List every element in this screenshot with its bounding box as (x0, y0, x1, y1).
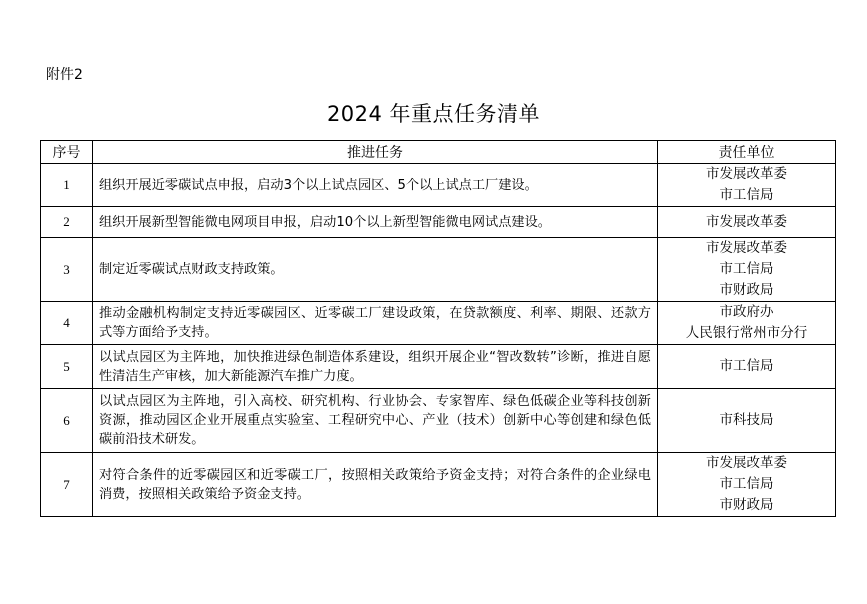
table-row (41, 164, 836, 207)
row-units (658, 453, 836, 517)
header-task: 推进任务 (93, 141, 658, 164)
table-row (41, 389, 836, 453)
table-row (41, 345, 836, 389)
unit-name: 市财政局 (719, 497, 774, 513)
page-title: 2024 年重点任务清单 (326, 102, 541, 126)
row-seq: 4 (41, 302, 93, 345)
row-task: 制定近零碳试点财政支持政策。 (93, 238, 658, 302)
row-units (658, 164, 836, 207)
unit-name: 市发展改革委 (706, 213, 787, 230)
row-units (658, 207, 836, 238)
row-seq: 2 (41, 207, 93, 238)
table-row (41, 207, 836, 238)
unit-name: 人民银行常州市分行 (685, 325, 808, 341)
row-seq: 6 (41, 389, 93, 453)
unit-name: 市发展改革委 (706, 166, 787, 182)
unit-name: 市工信局 (719, 261, 774, 277)
row-task: 组织开展近零碳试点申报，启动3个以上试点园区、5个以上试点工厂建设。 (93, 164, 658, 207)
row-task: 组织开展新型智能微电网项目申报，启动10个以上新型智能微电网试点建设。 (93, 207, 658, 238)
table-row (41, 302, 836, 345)
row-task: 推动金融机构制定支持近零碳园区、近零碳工厂建设政策，在贷款额度、利率、期限、还款方式等方面给予支持。 (93, 302, 658, 345)
row-units (658, 302, 836, 345)
row-seq: 7 (41, 453, 93, 517)
row-units (658, 345, 836, 389)
row-task: 以试点园区为主阵地，加快推进绿色制造体系建设，组织开展企业“智改数转”诊断，推进自愿性清洁生产审核，加大新能源汽车推广力度。 (93, 345, 658, 389)
unit-name: 市发展改革委 (706, 240, 787, 256)
unit-name: 市发展改革委 (706, 455, 787, 471)
table-header-row (41, 141, 836, 164)
header-seq: 序号 (41, 141, 93, 164)
row-units (658, 389, 836, 453)
unit-name: 市财政局 (719, 282, 774, 298)
unit-name: 市工信局 (719, 358, 774, 374)
attachment-label: 附件2 (46, 67, 83, 83)
unit-name: 市政府办 (719, 304, 774, 320)
row-seq: 5 (41, 345, 93, 389)
row-units (658, 238, 836, 302)
header-unit: 责任单位 (658, 141, 836, 164)
row-task: 对符合条件的近零碳园区和近零碳工厂，按照相关政策给予资金支持；对符合条件的企业绿电消费，按照相关政策给予资金支持。 (93, 453, 658, 517)
row-task: 以试点园区为主阵地，引入高校、研究机构、行业协会、专家智库、绿色低碳企业等科技创新资源，推动园区企业开展重点实验室、工程研究中心、产业（技术）创新中心等创建和绿色低碳前沿技术研发。 (93, 389, 658, 453)
row-seq: 1 (41, 164, 93, 207)
unit-name: 市工信局 (719, 187, 774, 203)
task-table (40, 140, 836, 517)
unit-name: 市科技局 (719, 412, 774, 428)
row-seq: 3 (41, 238, 93, 302)
table-row (41, 453, 836, 517)
unit-name: 市工信局 (719, 476, 774, 492)
table-row (41, 238, 836, 302)
